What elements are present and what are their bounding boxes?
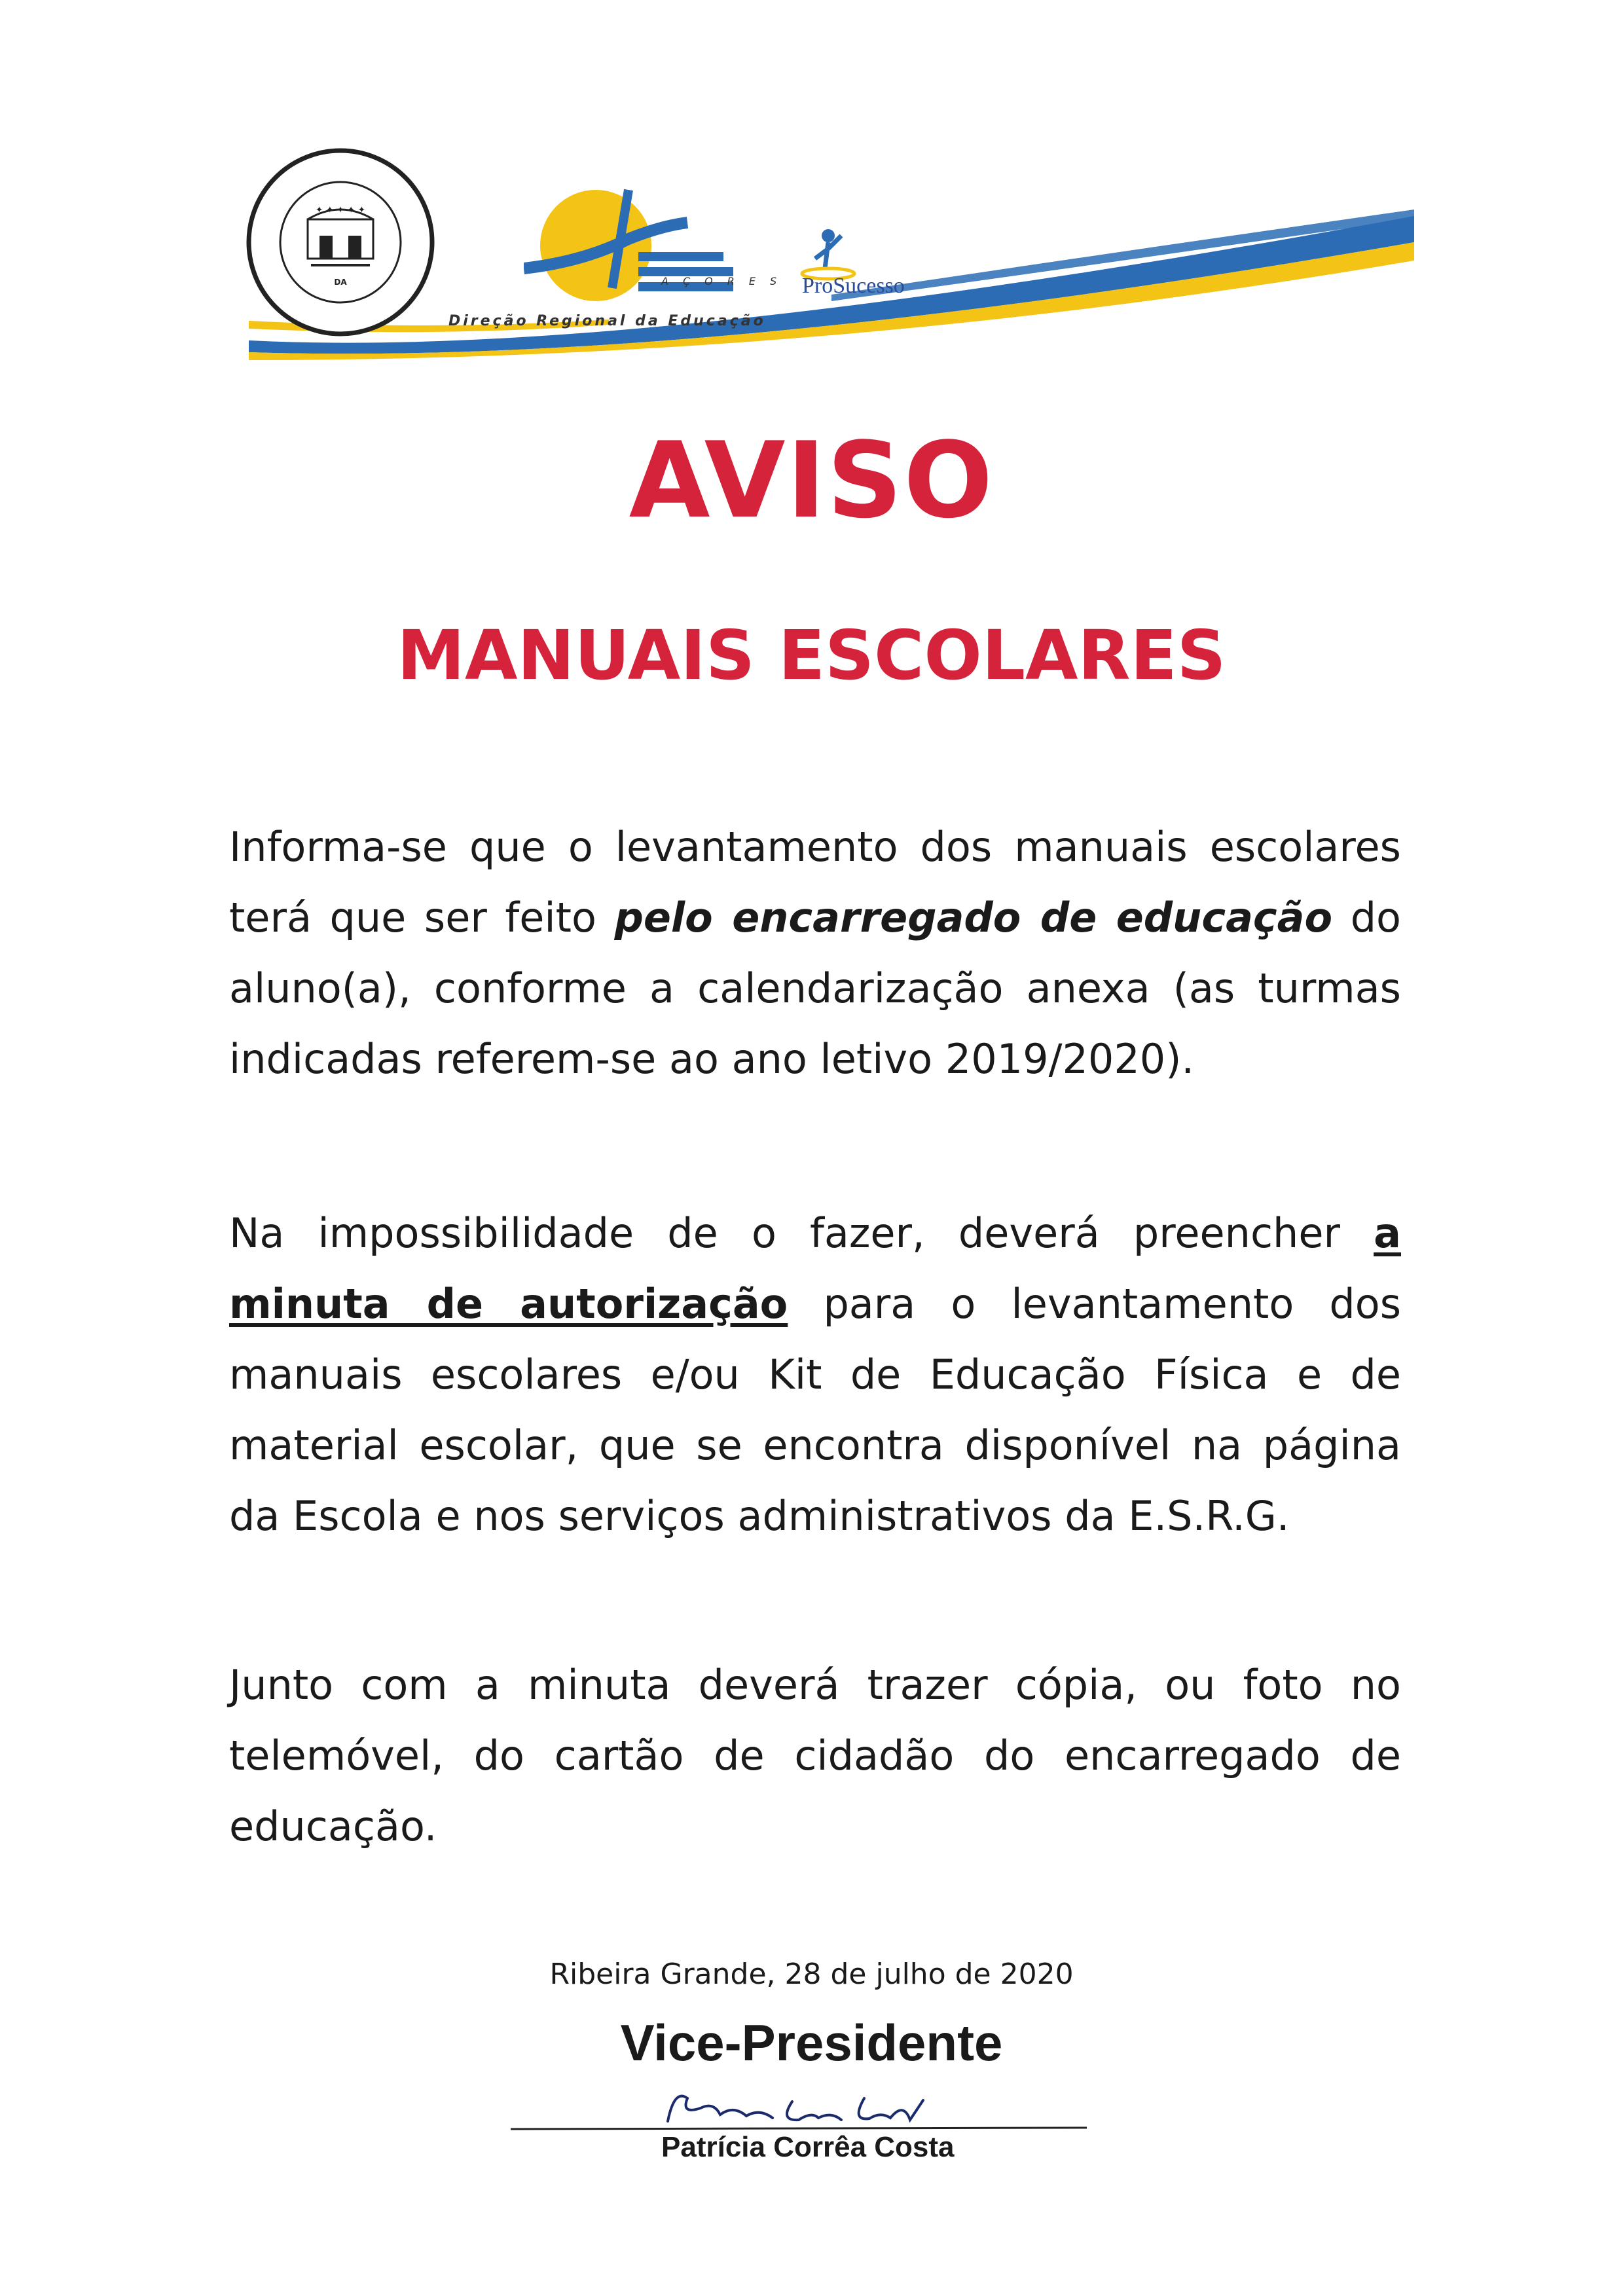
paragraph-2-text-c: para o levantamento dos manuais escolares e/ou Kit de Educação Física e de material escolar, que se encontra disponível na página da Escola e nos serviços administrativos da E.S.R.G. [229,1280,1401,1540]
paragraph-1-text-c: do aluno(a), conforme a calendarização anexa (as turmas indicadas referem-se ao ano letivo 2019/2020). [229,894,1401,1083]
prosucesso-icon [799,223,858,282]
svg-text:✦ ✦ ✦ ✦ ✦: ✦ ✦ ✦ ✦ ✦ [315,205,366,215]
paragraph-2-text-a: Na impossibilidade de o fazer, deverá preencher [229,1209,1340,1257]
authorization-form-text: a minuta de autorização [229,1209,1401,1328]
dre-label: Direção Regional da Educação [448,313,766,329]
svg-text:DA: DA [334,278,347,287]
notice-subtitle: MANUAIS ESCOLARES [397,615,1226,695]
signatory-name: Patrícia Corrêa Costa [661,2131,955,2163]
dre-emblem-icon [524,183,733,314]
prosucesso-label: ProSucesso [802,274,905,298]
notice-title: AVISO [629,419,994,541]
school-seal-icon [242,144,439,340]
paragraph-1-text-a: Informa-se que o levantamento dos manuais escolares terá que ser feito [229,823,1401,941]
signatory-role: Vice-Presidente [620,2014,1003,2071]
paragraph-1 [229,812,1401,1095]
header-logos [242,144,1414,380]
paragraph-3 [229,1650,1401,1862]
paragraph-2 [229,1198,1401,1552]
paragraph-1-emphasis: pelo encarregado de educação [614,894,1333,941]
place-date: Ribeira Grande, 28 de julho de 2020 [549,1958,1074,1991]
paragraph-3-text: Junto com a minuta deverá trazer cópia, ou foto no telemóvel, do cartão de cidadão do encarregado de educação. [229,1661,1401,1850]
acores-label: AÇORES [661,275,792,287]
